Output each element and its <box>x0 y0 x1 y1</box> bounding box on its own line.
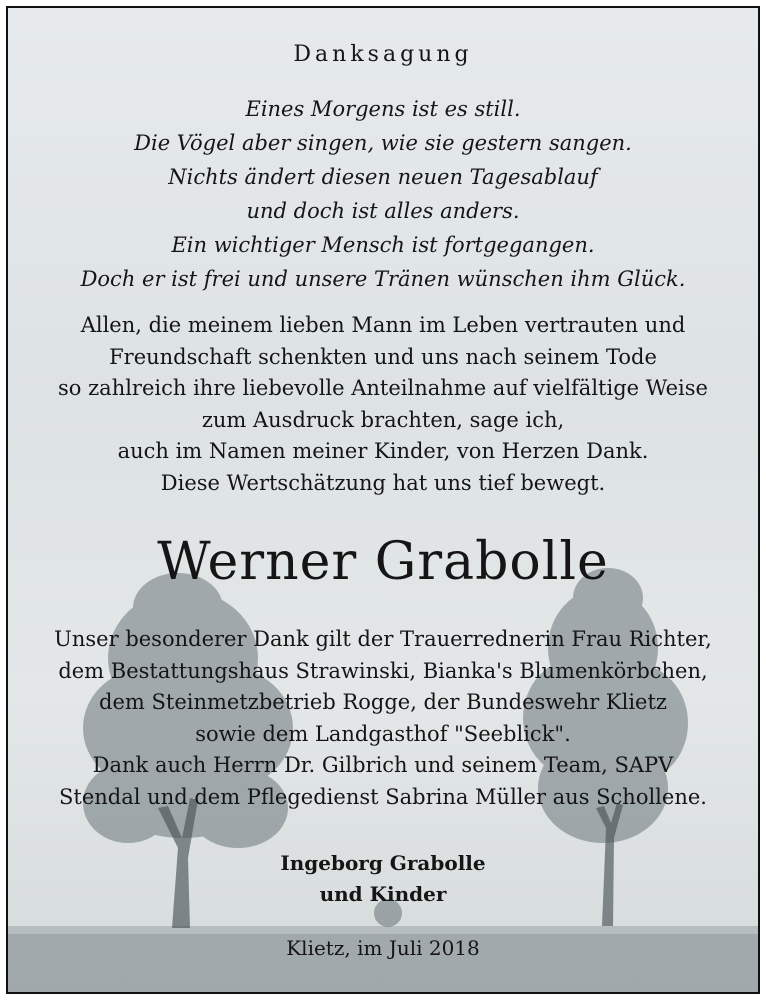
poem-line: Eines Morgens ist es still. <box>245 97 521 121</box>
special-thanks-line: Stendal und dem Pflegedienst Sabrina Müller aus Schollene. <box>59 784 707 809</box>
thanks-line: zum Ausdruck brachten, sage ich, <box>201 407 565 432</box>
thanks-line: so zahlreich ihre liebevolle Anteilnahme auf vielfältige Weise <box>58 376 708 400</box>
special-thanks-line: Dank auch Herrn Dr. Gilbrich und seinem Team, SAPV <box>92 753 674 777</box>
special-thanks-line: dem Steinmetzbetrieb Rogge, der Bundeswehr Klietz <box>99 690 667 714</box>
special-thanks-paragraph <box>8 624 758 813</box>
poem-line: Doch er ist frei und unsere Tränen wünschen ihm Glück. <box>80 267 686 291</box>
signature-line: Ingeborg Grabolle <box>280 851 486 875</box>
thanks-line: Diese Wertschätzung hat uns tief bewegt. <box>160 470 606 495</box>
poem-line: und doch ist alles anders. <box>246 199 520 223</box>
thanks-line: Allen, die meinem lieben Mann im Leben vertrauten und <box>80 313 686 337</box>
signature-line: und Kinder <box>319 882 447 906</box>
deceased-name: Werner Grabolle <box>157 532 609 592</box>
special-thanks-line: Unser besonderer Dank gilt der Trauerrednerin Frau Richter, <box>54 627 712 651</box>
heading: Danksagung <box>293 42 473 67</box>
poem-line: Nichts ändert diesen neuen Tagesablauf <box>168 165 598 189</box>
thanks-line: Freundschaft schenkten und uns nach seinem Tode <box>109 344 657 369</box>
signature <box>8 848 758 910</box>
special-thanks-line: sowie dem Landgasthof "Seeblick". <box>195 721 571 746</box>
obituary-card <box>6 6 760 994</box>
special-thanks-line: dem Bestattungshaus Strawinski, Bianka's Blumenkörbchen, <box>58 658 708 683</box>
poem-line: Ein wichtiger Mensch ist fortgegangen. <box>171 233 595 257</box>
obituary-text <box>8 8 758 992</box>
thanks-paragraph <box>8 310 758 499</box>
poem <box>8 92 758 296</box>
poem-line: Die Vögel aber singen, wie sie gestern sangen. <box>134 131 632 155</box>
thanks-line: auch im Namen meiner Kinder, von Herzen Dank. <box>117 439 649 463</box>
place-date: Klietz, im Juli 2018 <box>286 936 480 960</box>
